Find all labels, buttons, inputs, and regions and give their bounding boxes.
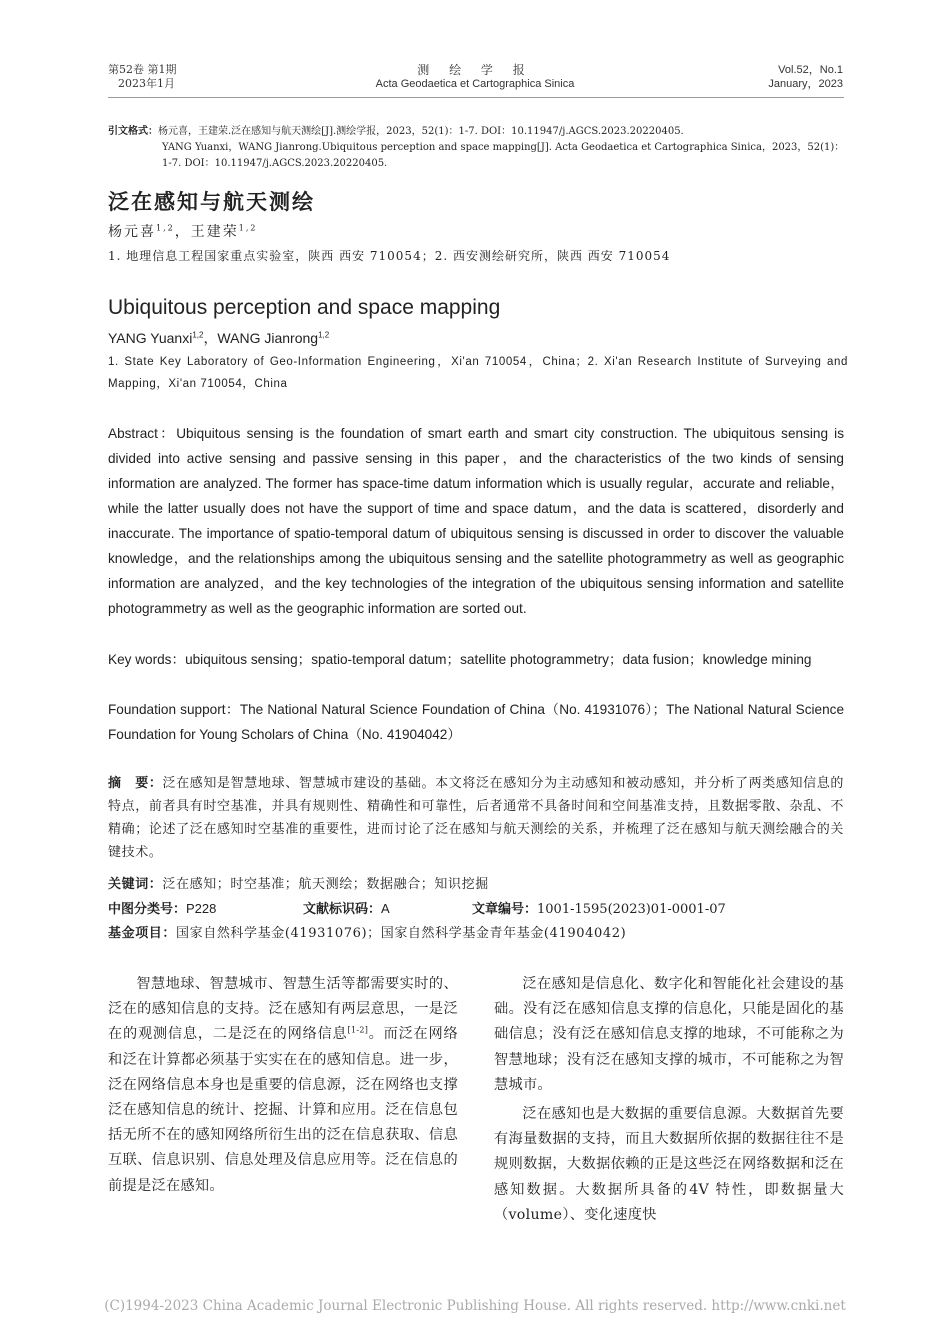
- citation-label: 引文格式：: [108, 126, 158, 137]
- body-paragraph: 泛在感知是信息化、数字化和智能化社会建设的基础。没有泛在感知信息支撑的信息化，只能是固化的基础信息；没有泛在感知信息支撑的地球，不可能称之为智慧地球；没有泛在感知支撑的城市，不可能称之为智慧城市。: [494, 976, 844, 1093]
- header-divider: [108, 97, 844, 98]
- author-2-affil-cn: 1,2: [238, 223, 258, 233]
- abstract-cn: [108, 772, 844, 864]
- header-date-en: January，2023: [768, 78, 843, 90]
- keywords-en-text: ubiquitous sensing；spatio-temporal datum；satellite photogrammetry；data fusion；knowledge mining: [185, 652, 812, 667]
- foundation-en-text: The National Natural Science Foundation of China（No. 41931076）；The National Natural Science Foundation for Young Scholars of China（No. 41904042）: [108, 702, 845, 742]
- journal-name-cn: 测 绘 学 报: [417, 63, 533, 77]
- header-date-cn: 2023年1月: [118, 77, 175, 90]
- footer-copyright: (C)1994-2023 China Academic Journal Electronic Publishing House. All rights reserved. http://www.cnki.net: [104, 1298, 846, 1314]
- foundation-cn-label: 基金项目：: [108, 926, 177, 941]
- citation-cn: 杨元喜，王建荣.泛在感知与航天测绘[J].测绘学报，2023，52(1)：1-7. DOI：10.11947/j.AGCS.2023.20220405.: [158, 126, 684, 137]
- author-2-cn: ，王建荣: [174, 224, 239, 240]
- affiliations-en: 1. State Key Laboratory of Geo-Information Engineering，Xi'an 710054，China；2. Xi'an Research Institute of Surveying and Mapping，Xi'an 710054，China: [108, 356, 848, 390]
- citation-block: [108, 124, 848, 172]
- author-1-affil-en: 1,2: [192, 330, 204, 340]
- paper-title-en: Ubiquitous perception and space mapping: [108, 296, 501, 319]
- author-2-en: ，WANG Jianrong: [203, 330, 319, 346]
- author-1-en: YANG Yuanxi: [108, 330, 193, 346]
- body-column-right: [494, 972, 844, 1228]
- body-paragraph: 泛在感知也是大数据的重要信息源。大数据首先要有海量数据的支持，而且大数据所依据的数据往往不是规则数据，大数据依赖的正是这些泛在网络数据和泛在感知数据。大数据所具备的4V 特性，即数据量大（volume）、变化速度快: [494, 1106, 844, 1223]
- body-paragraph: [108, 972, 458, 1199]
- header-volume: [108, 63, 177, 91]
- body-left-p1-a: 智慧地球、智慧城市、智慧生活等都需要实时的、泛在的感知信息的支持。泛在感知有两层意思，一是泛在的观测信息，二是泛在的网络信息: [108, 976, 458, 1043]
- foundation-en: [108, 697, 844, 747]
- abstract-cn-label: 摘 要：: [108, 776, 163, 791]
- citation-ref: [1-2]: [347, 1025, 369, 1035]
- doc-code: [303, 898, 390, 917]
- body-column-left: [108, 972, 458, 1199]
- classification-row: [108, 898, 216, 917]
- citation-en: YANG Yuanxi，WANG Jianrong.Ubiquitous perception and space mapping[J]. Acta Geodaetica et Cartographica Sinica，2023，52(1)：1-7. DOI：10.11947/j.AGCS.2023.20220405.: [162, 142, 845, 169]
- authors-cn: [108, 221, 257, 241]
- foundation-cn-text: 国家自然科学基金(41931076)；国家自然科学基金青年基金(41904042): [176, 926, 627, 941]
- header-vol-en: Vol.52，No.1: [778, 64, 843, 76]
- authors-en: [108, 328, 329, 348]
- keywords-cn: [108, 873, 844, 896]
- abstract-en: [108, 421, 844, 621]
- keywords-cn-label: 关键词：: [108, 877, 163, 892]
- abstract-cn-text: 泛在感知是智慧地球、智慧城市建设的基础。本文将泛在感知分为主动感知和被动感知，并分析了两类感知信息的特点，前者具有时空基准，并具有规则性、精确性和可靠性，后者通常不具备时间和空间基准支持，且数据零散、杂乱、不精确；论述了泛在感知时空基准的重要性，进而讨论了泛在感知与航天测绘的关系，并梳理了泛在感知与航天测绘融合的关键技术。: [108, 776, 844, 860]
- keywords-en-label: Key words：: [108, 652, 186, 667]
- article-number: [472, 898, 726, 917]
- clc-value: P228: [186, 901, 217, 916]
- paper-title-cn: 泛在感知与航天测绘: [108, 189, 315, 214]
- doc-label: 文献标识码：: [303, 902, 382, 917]
- journal-name-en: Acta Geodaetica et Cartographica Sinica: [375, 78, 575, 90]
- author-2-affil-en: 1,2: [318, 330, 330, 340]
- foundation-en-label: Foundation support：: [108, 702, 240, 717]
- author-1-cn: 杨元喜: [108, 224, 156, 240]
- doc-value: A: [381, 901, 390, 916]
- article-value: 1001-1595(2023)01-0001-07: [537, 902, 726, 917]
- header-journal: [300, 63, 650, 91]
- header-volume-cn: 第52卷 第1期: [108, 63, 177, 76]
- foundation-cn: [108, 922, 844, 945]
- article-label: 文章编号：: [472, 902, 538, 917]
- abstract-en-text: Ubiquitous sensing is the foundation of smart earth and smart city construction. The ubiquitous sensing is divided into active sensing and passive sensing in this paper，and the characteristics of the two kinds of sensing information are analyzed. The former has space-time datum information which is usually regular，accurate and reliable，while the latter usually does not have the support of time and space datum，and the data is scattered，disorderly and inaccurate. The importance of spatio-temporal datum of ubiquitous sensing is discussed in order to discover the valuable knowledge，and the relationships among the ubiquitous sensing and the satellite photogrammetry as well as geographic information are analyzed，and the key technologies of the integration of the ubiquitous sensing information and satellite photogrammetry as well as the geographic information are sorted out.: [108, 426, 844, 616]
- keywords-cn-text: 泛在感知；时空基准；航天测绘；数据融合；知识挖掘: [162, 877, 489, 892]
- body-left-p1-b: 。而泛在网络和泛在计算都必须基于实实在在的感知信息。进一步，泛在网络信息本身也是重要的信息源，泛在网络也支撑泛在感知信息的统计、挖掘、计算和应用。泛在信息包括无所不在的感知网络所衍生出的泛在信息获取、信息互联、信息识别、信息处理及信息应用等。泛在信息的前提是泛在感知。: [108, 1026, 458, 1194]
- clc-label: 中图分类号：: [108, 902, 187, 917]
- header-volume-en: [768, 63, 843, 91]
- abstract-en-label: Abstract：: [108, 426, 177, 441]
- author-1-affil-cn: 1,2: [156, 223, 175, 233]
- keywords-en: [108, 647, 844, 672]
- affiliations-cn: 1. 地理信息工程国家重点实验室，陕西 西安 710054；2. 西安测绘研究所，陕西 西安 710054: [108, 249, 671, 263]
